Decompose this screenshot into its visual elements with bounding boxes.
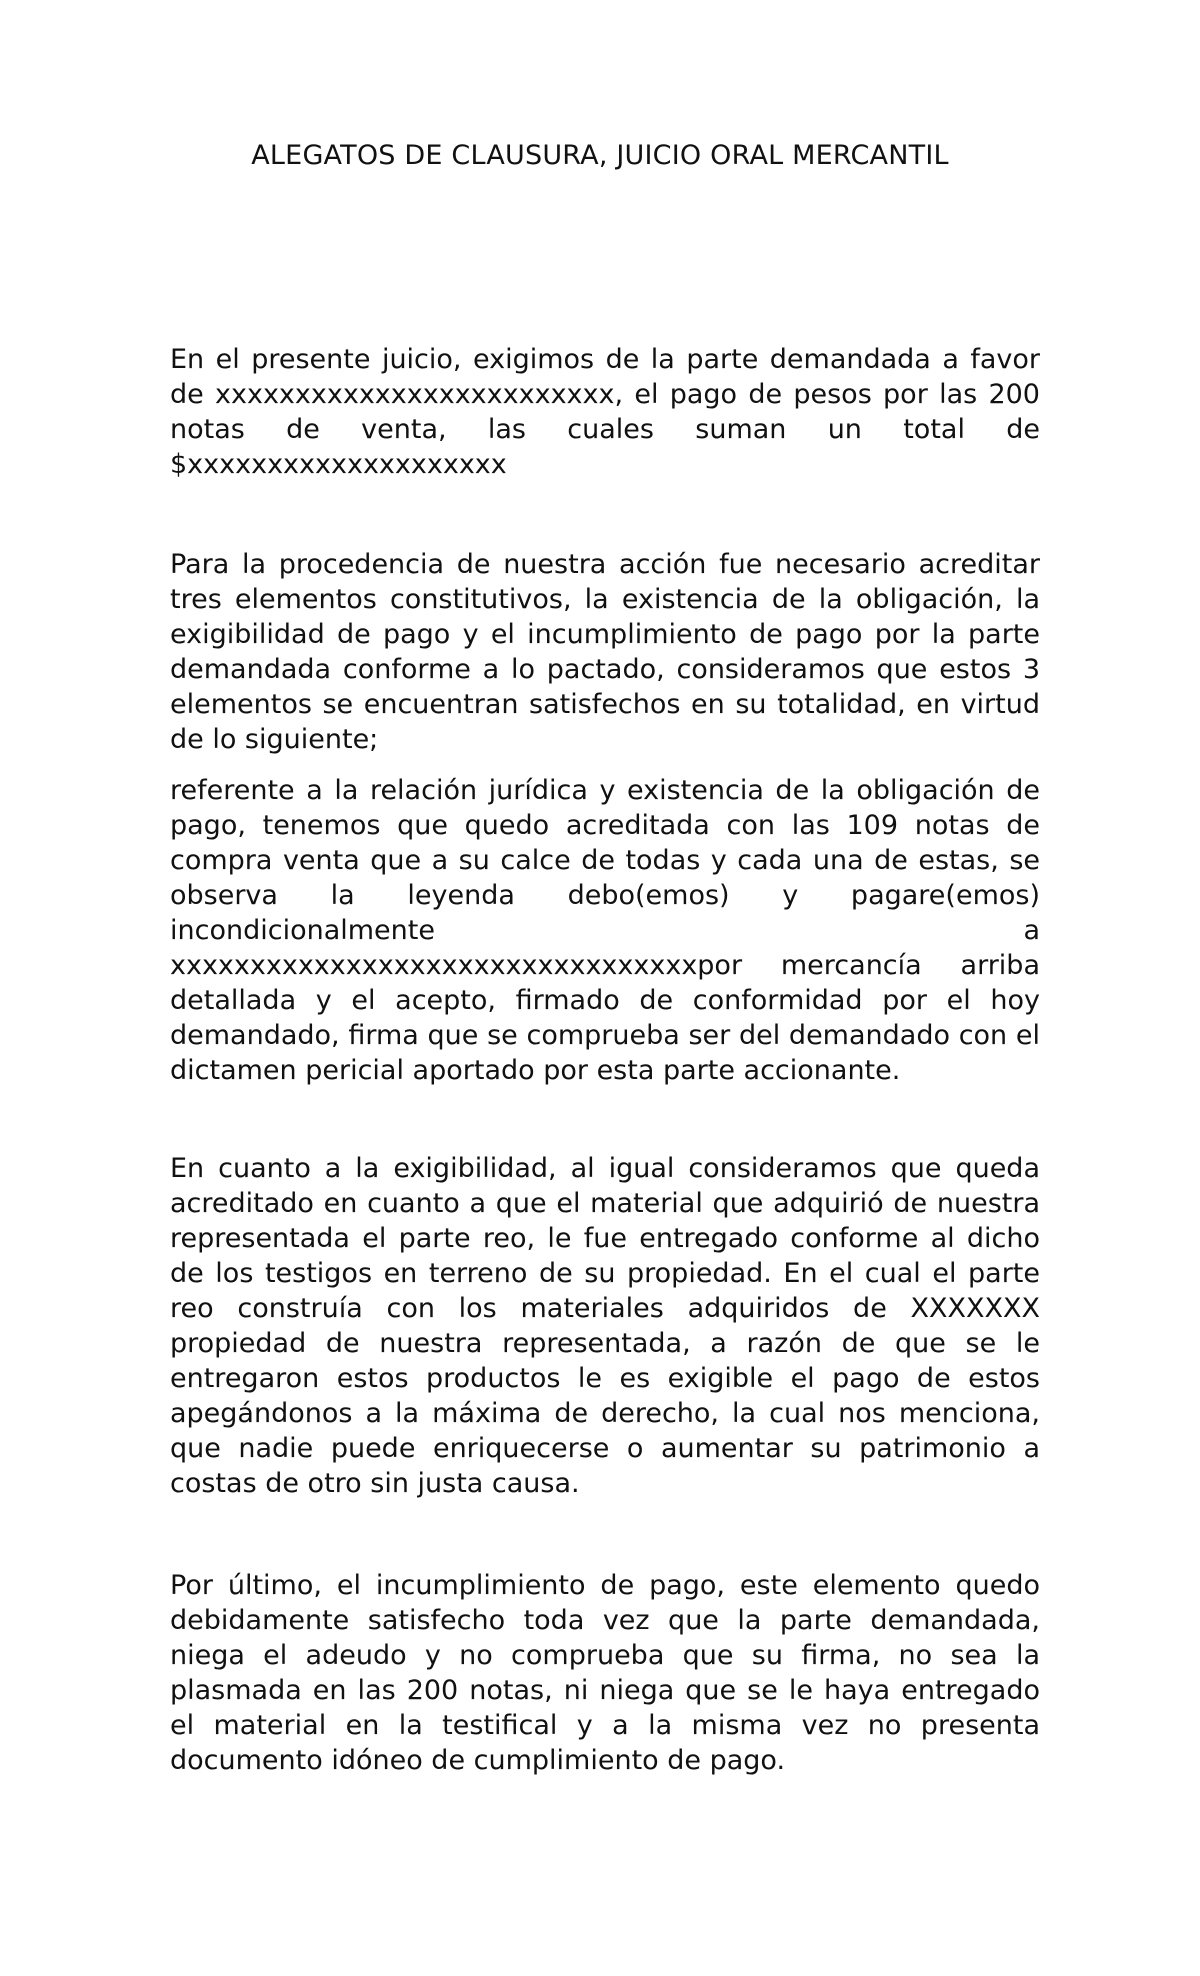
paragraph-nonpayment: Por último, el incumplimiento de pago, este elemento quedo debidamente satisfecho toda vez que la parte demandada, niega el adeudo y no comprueba que su firma, no sea la plasmada en las 200 notas, ni niega que se le haya entregado el material en la testifical y a la misma vez no presenta documento idóneo de cumplimiento de pago. bbox=[170, 1570, 1040, 1776]
paragraph-exigibility: En cuanto a la exigibilidad, al igual consideramos que queda acreditado en cuanto a que el material que adquirió de nuestra representada el parte reo, le fue entregado conforme al dicho de los testigos en terreno de su propiedad. En el cual el parte reo construía con los materiales adquiridos de XXXXXXX propiedad de nuestra representada, a razón de que se le entregaron estos productos le es exigible el pago de estos apegándonos a la máxima de derecho, la cual nos menciona, que nadie puede enriquecerse o aumentar su patrimonio a costas de otro sin justa causa. bbox=[170, 1153, 1040, 1499]
paragraph-elements: Para la procedencia de nuestra acción fue necesario acreditar tres elementos constitutivos, la existencia de la obligación, la exigibilidad de pago y el incumplimiento de pago por la parte demandada conforme a lo pactado, consideramos que estos 3 elementos se encuentran satisfechos en su totalidad, en virtud de lo siguiente; bbox=[170, 549, 1040, 755]
paragraph-obligation: referente a la relación jurídica y existencia de la obligación de pago, tenemos que quedo acreditada con las 109 notas de compra venta que a su calce de todas y cada una de estas, se observa la leyenda debo(emos) y pagare(emos) incondicionalmente a xxxxxxxxxxxxxxxxxxxxxxxxxxxxxxxxxpor mercancía arriba detallada y el acepto, firmado de conformidad por el hoy demandado, firma que se comprueba ser del demandado con el dictamen pericial aportado por esta parte accionante. bbox=[170, 775, 1040, 1086]
paragraph-claim: En el presente juicio, exigimos de la parte demandada a favor de xxxxxxxxxxxxxxxxxxxxxxxxx, el pago de pesos por las 200 notas de venta, las cuales suman un total de $xxxxxxxxxxxxxxxxxxxx bbox=[170, 344, 1040, 480]
document-title: ALEGATOS DE CLAUSURA, JUICIO ORAL MERCANTIL bbox=[251, 140, 949, 171]
